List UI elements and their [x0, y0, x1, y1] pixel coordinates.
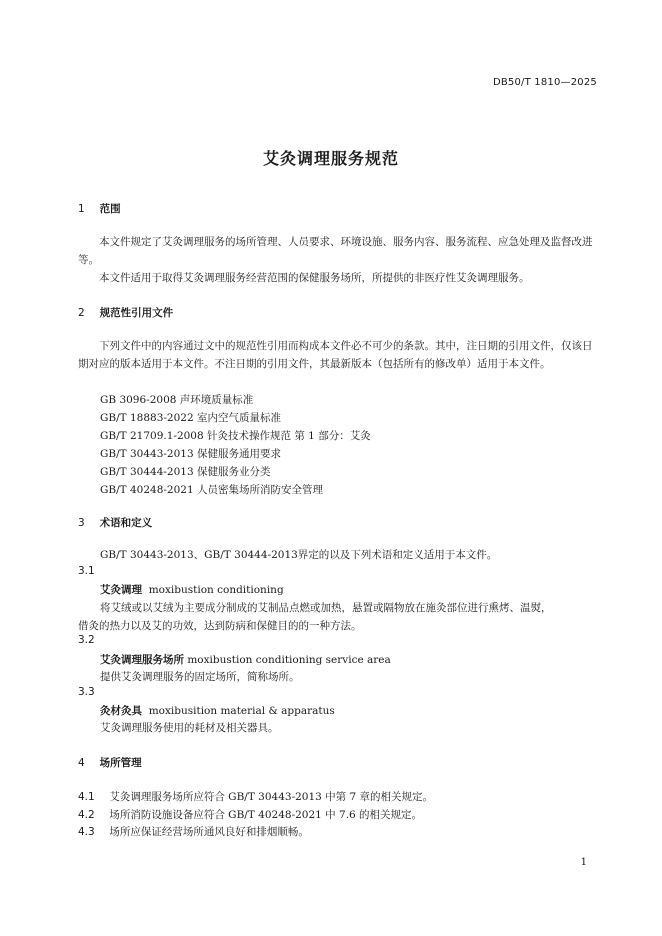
section-number: 2: [78, 307, 85, 319]
term-english: moxibustion conditioning service area: [187, 654, 391, 666]
term-definition: 艾灸调理服务使用的耗材及相关器具。: [100, 722, 279, 734]
clause-text: 场所消防设施设备应符合 GB/T 40248-2021 中 7.6 的相关规定。: [109, 809, 423, 821]
clause-number: 4.2: [78, 809, 95, 821]
section-title: 规范性引用文件: [99, 307, 174, 319]
section-number: 4: [78, 757, 85, 769]
term-definition: 提供艾灸调理服务的固定场所，简称场所。: [100, 671, 300, 683]
reference-item: GB/T 40248-2021 人员密集场所消防安全管理: [100, 484, 323, 496]
reference-item: GB/T 30444-2013 保健服务业分类: [100, 466, 271, 478]
clause-number: 4.1: [78, 791, 95, 803]
term-english: moxibustion conditioning: [148, 584, 284, 596]
term-3-2-heading: [100, 652, 391, 667]
term-chinese: 艾灸调理: [100, 584, 142, 596]
term-definition: 将艾绒或以艾绒为主要成分制成的艾制品点燃或加热，悬置或隔物放在施灸部位进行熏烤、温熨，: [100, 602, 552, 614]
section-1-heading: [78, 201, 121, 216]
term-number: 3.2: [78, 634, 95, 646]
section-number: 1: [78, 203, 85, 215]
reference-item: GB 3096-2008 声环境质量标准: [100, 394, 254, 406]
term-chinese: 灸材灸具: [100, 705, 142, 717]
scope-paragraph-2: 本文件适用于取得艾灸调理服务经营范围的保健服务场所，所提供的非医疗性艾灸调理服务。: [99, 272, 530, 284]
term-number: 3.1: [78, 565, 95, 577]
reference-item: GB/T 30443-2013 保健服务通用要求: [100, 448, 281, 460]
page-number: 1: [580, 857, 587, 868]
section-3-heading: [78, 515, 152, 530]
terms-intro: GB/T 30443-2013、GB/T 30444-2013界定的以及下列术语和定义适用于本文件。: [100, 549, 498, 561]
reference-item: GB/T 18883-2022 室内空气质量标准: [100, 412, 281, 424]
term-english: moxibusition material & apparatus: [148, 705, 335, 717]
section-2-heading: [78, 305, 173, 320]
clause-number: 4.3: [78, 826, 95, 838]
term-3-3-heading: [100, 703, 335, 718]
clause-text: 场所应保证经营场所通风良好和排烟顺畅。: [109, 826, 309, 838]
document-code: DB50/T 1810—2025: [492, 77, 597, 88]
term-3-1-heading: [100, 582, 284, 597]
term-chinese: 艾灸调理服务场所: [100, 654, 184, 666]
section-number: 3: [78, 517, 85, 529]
term-number: 3.3: [78, 686, 95, 698]
document-title: 艾灸调理服务规范: [262, 149, 399, 168]
term-definition-cont: 借灸的热力以及艾的功效，达到防病和保健目的的一种方法。: [78, 620, 362, 632]
refs-intro-paragraph: 下列文件中的内容通过文中的规范性引用而构成本文件必不可少的条款。其中，注日期的引用文件，仅该日期对应的版本适用于本文件。不注日期的引用文件，其最新版本（包括所有的修改单）适用于本文件。: [78, 340, 593, 370]
section-4-heading: [78, 755, 142, 770]
clause-text: 艾灸调理服务场所应符合 GB/T 30443-2013 中第 7 章的相关规定。: [109, 791, 434, 803]
section-title: 场所管理: [99, 757, 142, 769]
venue-clause: [78, 789, 433, 804]
reference-item: GB/T 21709.1-2008 针灸技术操作规范 第 1 部分：艾灸: [100, 430, 371, 442]
venue-clause: [78, 824, 309, 839]
section-title: 范围: [99, 203, 121, 215]
section-title: 术语和定义: [99, 517, 153, 529]
scope-paragraph-1: 本文件规定了艾灸调理服务的场所管理、人员要求、环境设施、服务内容、服务流程、应急处理及监督改进等。: [78, 236, 593, 266]
venue-clause: [78, 807, 422, 822]
